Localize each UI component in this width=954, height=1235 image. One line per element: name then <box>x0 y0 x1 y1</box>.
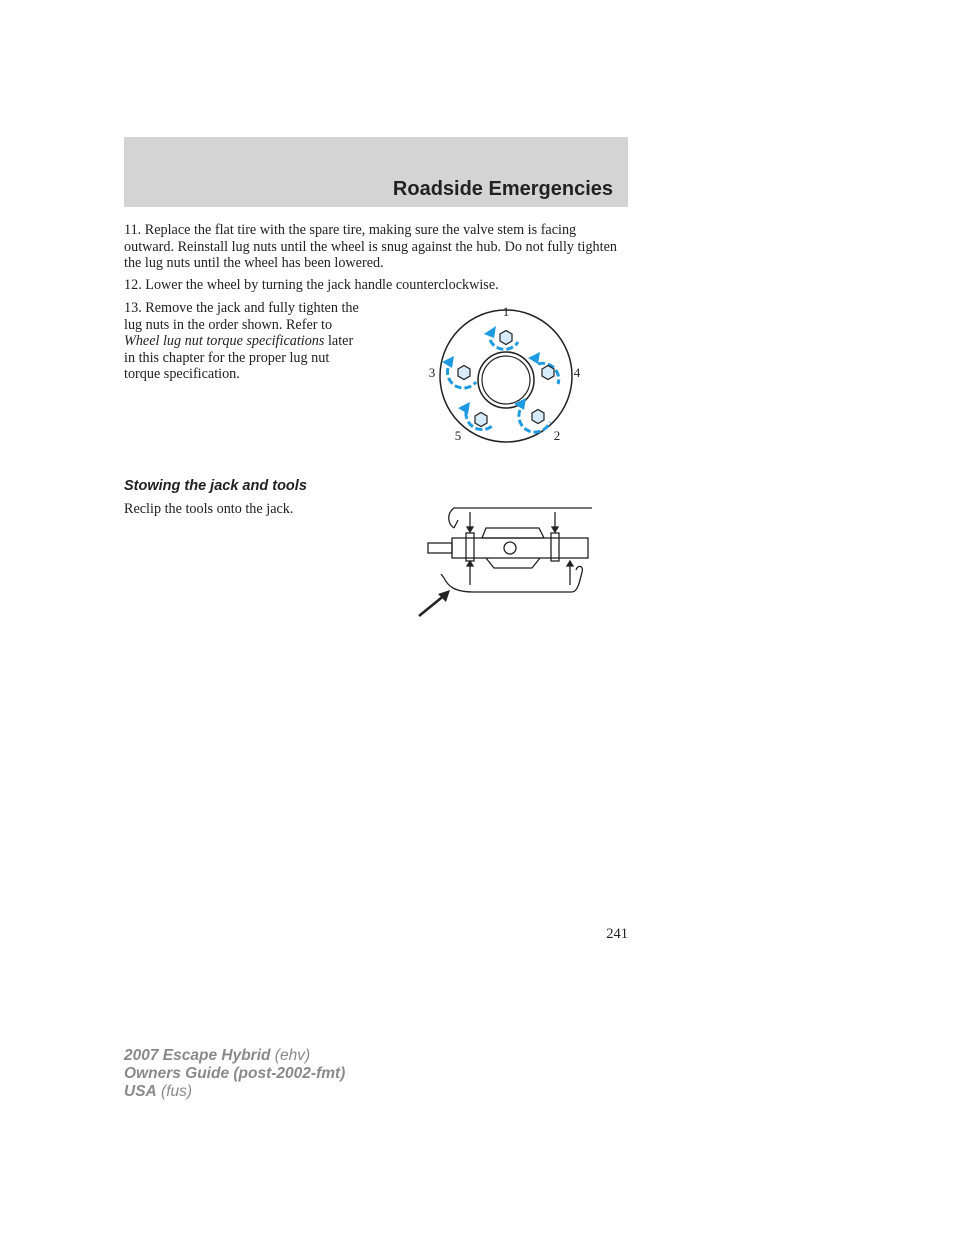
jack-screw-end <box>428 543 452 553</box>
jack-body <box>452 538 588 558</box>
hex-nut-icon <box>532 410 544 424</box>
document-footer <box>124 1047 345 1101</box>
step-13-text-a: 13. Remove the jack and fully tighten the lug nuts in the order shown. Refer to <box>124 300 359 333</box>
step-13-text-b: later in this chapter for the proper lug nut torque specification. <box>124 333 354 382</box>
page-number: 241 <box>606 926 628 942</box>
torque-spec-reference: Wheel lug nut torque specifications <box>124 333 325 349</box>
stowing-heading: Stowing the jack and tools <box>124 478 307 494</box>
jack-tools-diagram <box>414 500 596 620</box>
lug-label-4: 4 <box>573 365 581 380</box>
section-header-band <box>124 137 628 207</box>
lug-label-5: 5 <box>454 428 462 443</box>
wheel-hub-inner <box>482 356 530 404</box>
step-13-text <box>124 300 364 383</box>
jack-pivot <box>504 542 516 554</box>
step-12-text: 12. Lower the wheel by turning the jack handle counterclockwise. <box>124 277 499 293</box>
hex-nut-icon <box>542 366 554 380</box>
step-11-text: 11. Replace the flat tire with the spare tire, making sure the valve stem is facing outward. Reinstall lug nuts until the wheel is snug against the hub. Do not fully tighten the lug nuts until the wheel has been lowered. <box>124 222 617 271</box>
lug-label-3: 3 <box>428 365 436 380</box>
hex-nut-icon <box>500 331 512 345</box>
hex-nut-icon <box>475 413 487 427</box>
lug-nut-order-diagram <box>420 300 590 455</box>
section-title: Roadside Emergencies <box>392 178 613 200</box>
stowing-text: Reclip the tools onto the jack. <box>124 501 294 517</box>
footer-line-1: 2007 Escape Hybrid (ehv) <box>124 1047 311 1064</box>
lug-label-1: 1 <box>502 304 510 319</box>
lug-label-2: 2 <box>553 428 561 443</box>
footer-line-2: Owners Guide (post-2002-fmt) <box>124 1065 346 1082</box>
hex-nut-icon <box>458 366 470 380</box>
footer-line-3: USA (fus) <box>124 1083 193 1100</box>
lug-wrench <box>444 566 582 592</box>
